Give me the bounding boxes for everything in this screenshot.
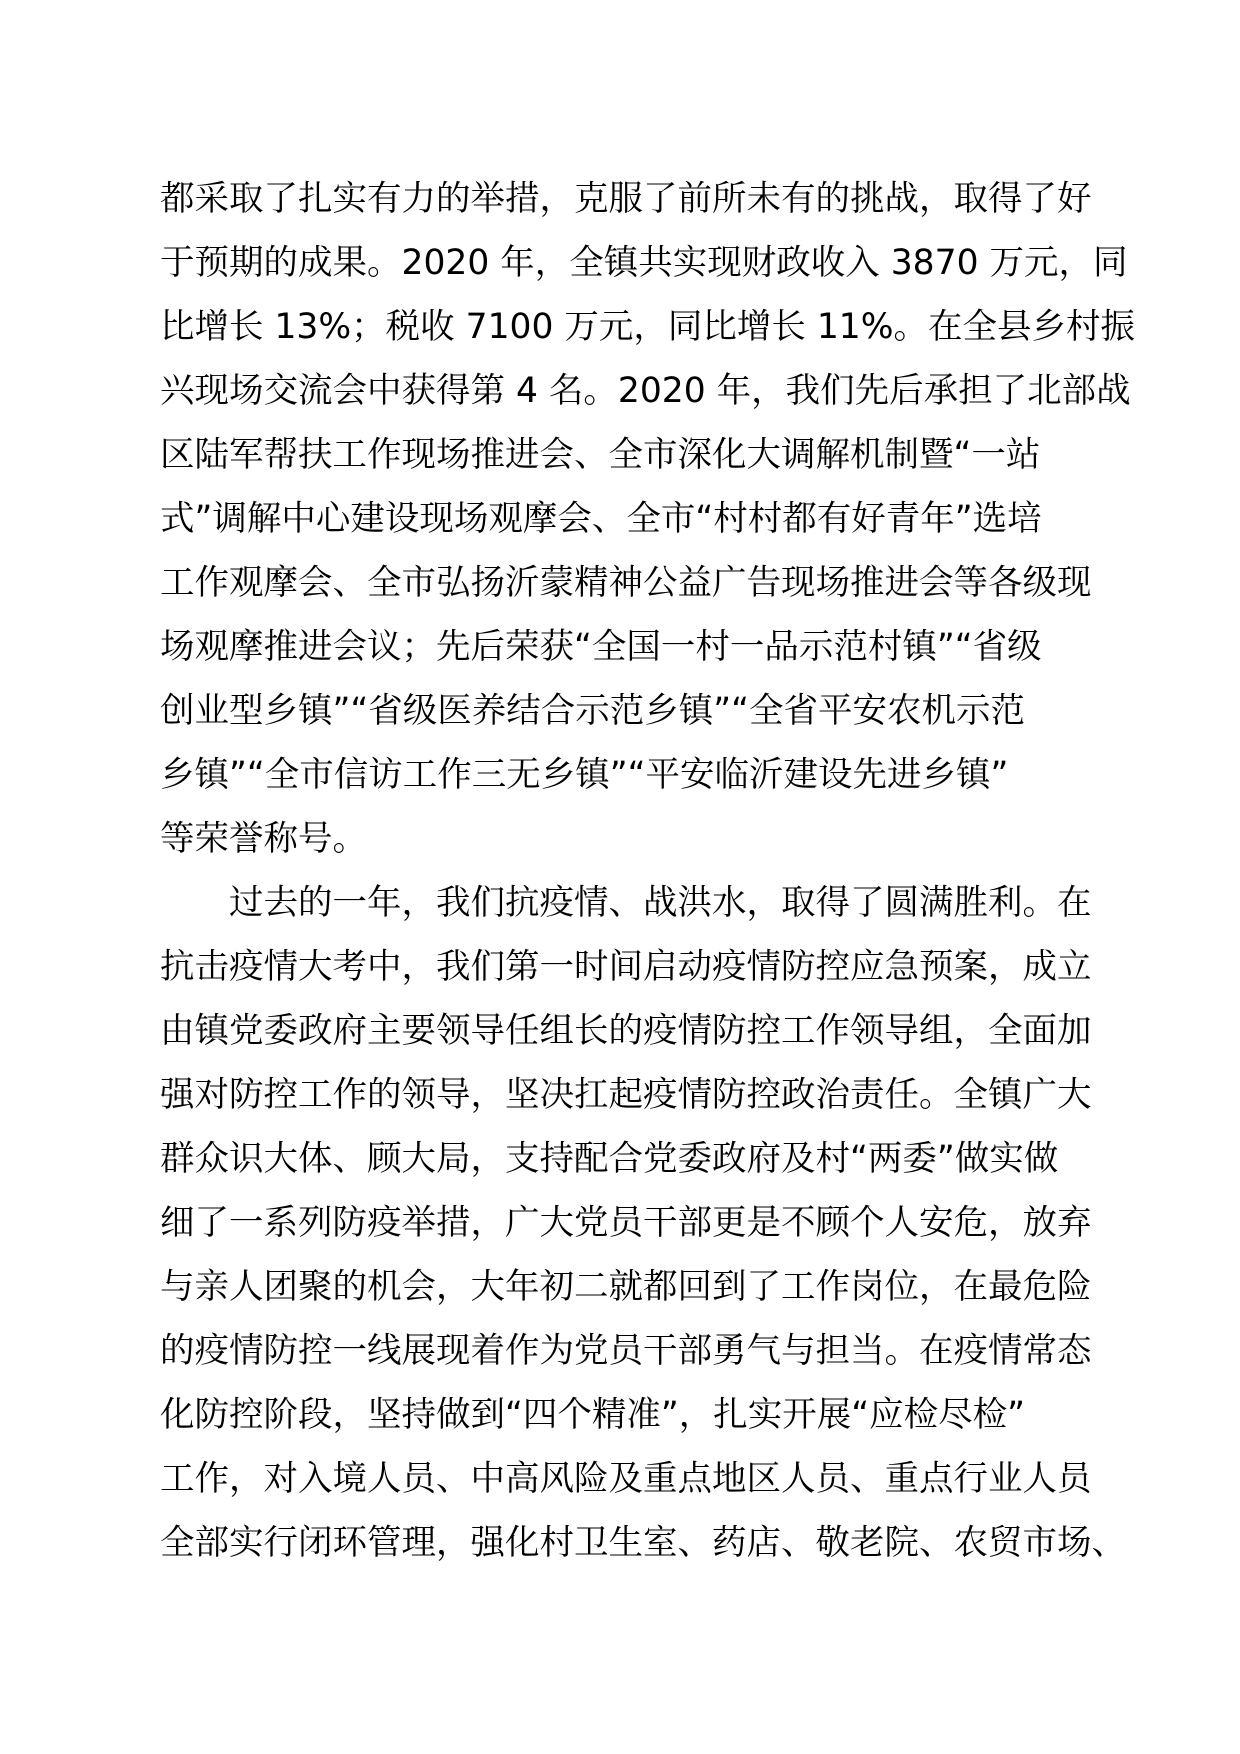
- text-line: 于预期的成果。2020 年，全镇共实现财政收入 3870 万元，同: [160, 243, 1128, 283]
- text-line: 全部实行闭环管理，强化村卫生室、药店、敬老院、农贸市场、: [160, 1523, 1126, 1563]
- text-line: 抗击疫情大考中，我们第一时间启动疫情防控应急预案，成立: [160, 947, 1092, 987]
- text-line: 工作，对入境人员、中高风险及重点地区人员、重点行业人员: [160, 1459, 1092, 1499]
- text-line: 由镇党委政府主要领导任组长的疫情防控工作领导组，全面加: [160, 1011, 1092, 1051]
- text-line: 等荣誉称号。: [160, 819, 367, 859]
- paragraph-first-line: 过去的一年，我们抗疫情、战洪水，取得了圆满胜利。在: [160, 883, 1092, 923]
- text-line: 式”调解中心建设现场观摩会、全市“村村都有好青年”选培: [160, 499, 1042, 539]
- body-text: [160, 167, 1136, 1575]
- text-line: 比增长 13%；税收 7100 万元，同比增长 11%。在全县乡村振: [160, 307, 1136, 347]
- text-line: 区陆军帮扶工作现场推进会、全市深化大调解机制暨“一站: [160, 435, 1041, 475]
- text-line: 强对防控工作的领导，坚决扛起疫情防控政治责任。全镇广大: [160, 1075, 1092, 1115]
- text-line: 场观摩推进会议；先后荣获“全国一村一品示范村镇”“省级: [160, 627, 1042, 667]
- text-line: 乡镇”“全市信访工作三无乡镇”“平安临沂建设先进乡镇”: [160, 755, 1009, 795]
- text-line: 都采取了扎实有力的举措，克服了前所未有的挑战，取得了好: [160, 179, 1092, 219]
- text-line: 兴现场交流会中获得第 4 名。2020 年，我们先后承担了北部战: [160, 371, 1131, 411]
- text-line: 工作观摩会、全市弘扬沂蒙精神公益广告现场推进会等各级现: [160, 563, 1092, 603]
- text-line: 化防控阶段，坚持做到“四个精准”，扎实开展“应检尽检”: [160, 1395, 1025, 1435]
- text-line: 与亲人团聚的机会，大年初二就都回到了工作岗位，在最危险: [160, 1267, 1092, 1307]
- text-line: 的疫情防控一线展现着作为党员干部勇气与担当。在疫情常态: [160, 1331, 1092, 1371]
- text-line: 细了一系列防疫举措，广大党员干部更是不顾个人安危，放弃: [160, 1203, 1092, 1243]
- text-line: 群众识大体、顾大局，支持配合党委政府及村“两委”做实做: [160, 1139, 1059, 1179]
- text-line: 创业型乡镇”“省级医养结合示范乡镇”“全省平安农机示范: [160, 691, 1025, 731]
